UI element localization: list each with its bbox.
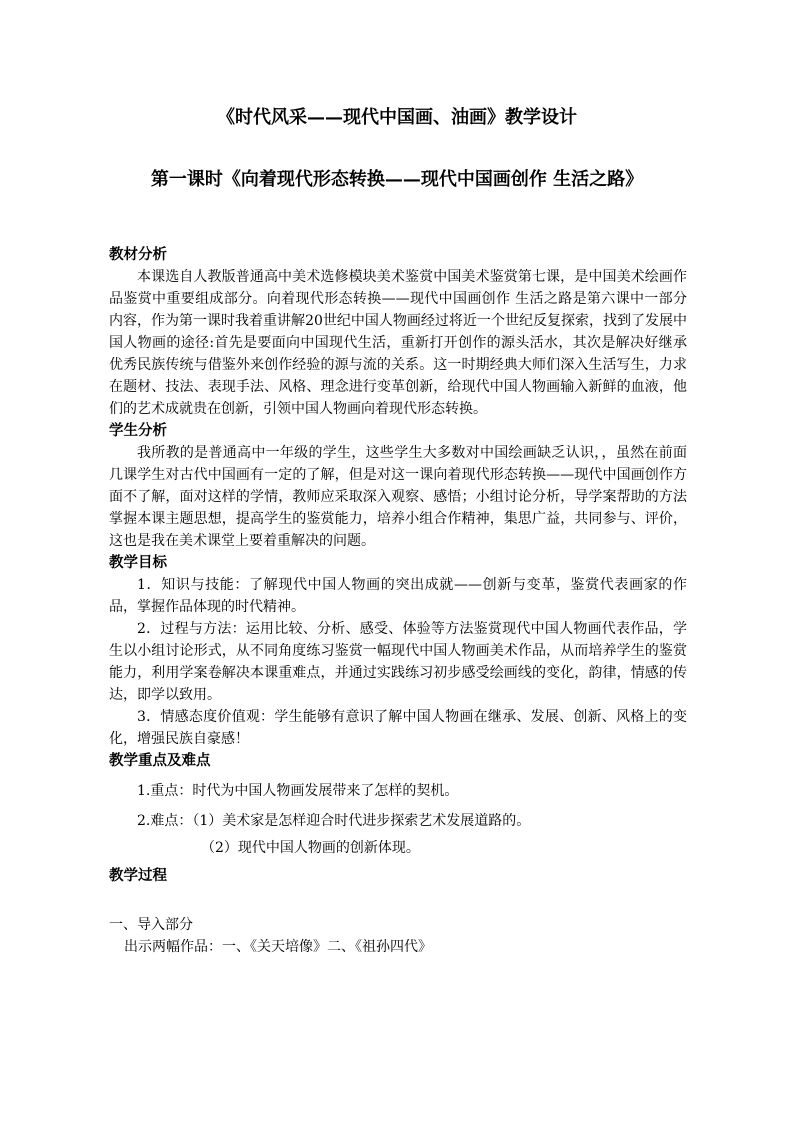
lesson-subtitle: 第一课时《向着现代形态转换——现代中国画创作 生活之路》: [150, 169, 644, 190]
document-title: 《时代风采——现代中国画、油画》教学设计: [217, 107, 577, 128]
paragraph-textbook-analysis: 本课选自人教版普通高中美术选修模块美术鉴赏中国美术鉴赏第七课，是中国美术绘画作品鉴赏中重要组成部分。向着现代形态转换——现代中国画创作 生活之路是第六课中一部分内容，作为第一课时我着重讲解20世纪中国人物画经过将近一个世纪反复探索，找到了发展中国人物画的途径:首先是要面向中国现代生活，重新打开创作的源头活水，其次是解决好继承优秀民族传统与借鉴外来创作经验的源与流的关系。这一时期经典大师们深入生活写生，力求在题材、技法、表现手法、风格、理念进行变革创新，给现代中国人物画输入新鲜的血液，他们的艺术成就贵在创新，引领中国人物画向着现代形态转换。: [109, 269, 687, 417]
key-point: 1.重点：时代为中国人物画发展带来了怎样的契机。: [137, 783, 459, 799]
introduction-works-line: 出示两幅作品：一、《关天培像》二、《祖孙四代》: [124, 939, 432, 955]
difficult-point: 2.难点：（1）美术家是怎样迎合时代进步探索艺术发展道路的。: [137, 813, 531, 829]
goal-process-methods: 2．过程与方法：运用比较、分析、感受、体验等方法鉴赏现代中国人物画代表作品，学生以小组讨论形式，从不同角度练习鉴赏一幅现代中国人物画美术作品，从而培养学生的鉴赏能力，利用学案卷解决本课重难点，并通过实践练习初步感受绘画线的变化，韵律，情感的传达，即学以致用。: [109, 621, 687, 703]
goal-attitude-values: 3．情感态度价值观：学生能够有意识了解中国人物画在继承、发展、创新、风格上的变化，增强民族自豪感！: [109, 709, 687, 747]
heading-student-analysis: 学生分析: [109, 422, 167, 439]
difficult-point-2: （2）现代中国人物画的创新体现。: [201, 840, 420, 856]
section-introduction: 一、导入部分: [109, 917, 193, 933]
document-body: [109, 244, 687, 887]
heading-key-difficult-points: 教学重点及难点: [109, 752, 211, 769]
goal-knowledge-skills: 1．知识与技能：了解现代中国人物画的突出成就——创新与变革，鉴赏代表画家的作品，掌握作品体现的时代精神。: [109, 577, 687, 615]
heading-teaching-goals: 教学目标: [109, 554, 167, 571]
heading-teaching-process: 教学过程: [109, 867, 167, 884]
paragraph-student-analysis: 我所教的是普通高中一年级的学生，这些学生大多数对中国绘画缺乏认识，，虽然在前面几课学生对古代中国画有一定的了解，但是对这一课向着现代形态转换——现代中国画创作方面不了解，面对这样的学情，教师应采取深入观察、感悟；小组讨论分析，导学案帮助的方法掌握本课主题思想，提高学生的鉴赏能力，培养小组合作精神，集思广益，共同参与、评价，这也是我在美术课堂上要着重解决的问题。: [109, 445, 687, 549]
heading-textbook-analysis: 教材分析: [109, 246, 167, 263]
